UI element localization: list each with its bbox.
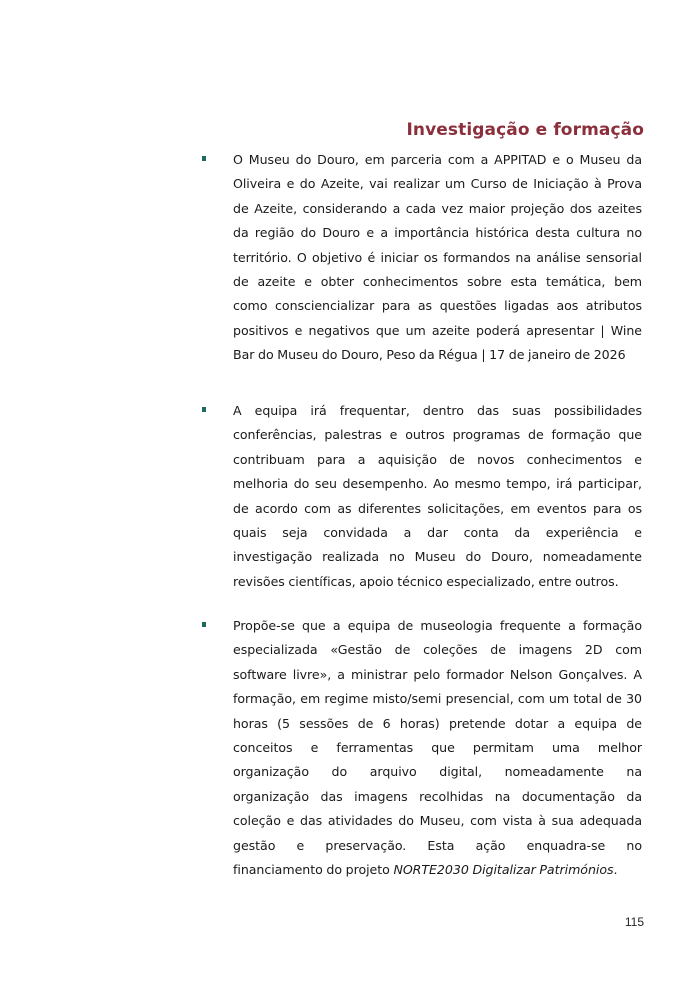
- text-line: [233, 858, 642, 882]
- text-line: território. O objetivo é iniciar os formandos na análise sensorial: [233, 249, 642, 265]
- paragraph: [233, 399, 642, 594]
- text-line: especializada «Gestão de coleções de imagens 2D com: [233, 642, 642, 658]
- page-number: 115: [624, 915, 644, 929]
- section-title: Investigação e formação: [406, 120, 644, 141]
- square-bullet-icon: [202, 407, 206, 412]
- text-line: A equipa irá frequentar, dentro das suas possibilidades: [233, 403, 642, 418]
- text-line: O Museu do Douro, em parceria com a APPITAD e o Museu da: [233, 152, 642, 167]
- bullet-item: [233, 148, 642, 368]
- text-line: de Azeite, considerando a cada vez maior projeção dos azeites: [233, 200, 642, 216]
- text-line: revisões científicas, apoio técnico especializado, entre outros.: [233, 573, 619, 589]
- paragraph: [233, 614, 642, 882]
- text-fragment: financiamento do projeto: [233, 861, 394, 877]
- text-line: positivos e negativos que um azeite poderá apresentar | Wine: [233, 322, 642, 338]
- bullet-item: [233, 399, 642, 594]
- square-bullet-icon: [202, 156, 206, 161]
- bullet-item: [233, 614, 642, 882]
- text-fragment: .: [613, 861, 618, 877]
- text-line: como consciencializar para as questões ligadas aos atributos: [233, 298, 642, 314]
- text-line: da região do Douro e a importância histórica desta cultura no: [233, 225, 642, 241]
- text-line: software livre», a ministrar pelo formador Nelson Gonçalves. A: [233, 666, 642, 682]
- text-line: melhoria do seu desempenho. Ao mesmo tempo, irá participar,: [233, 476, 642, 492]
- text-line: formação, em regime misto/semi presencial, com um total de 30: [233, 691, 642, 707]
- text-line: Oliveira e do Azeite, vai realizar um Curso de Iniciação à Prova: [233, 176, 642, 192]
- square-bullet-icon: [202, 622, 206, 627]
- text-line: organização do arquivo digital, nomeadamente na: [233, 764, 642, 780]
- text-line: coleção e das atividades do Museu, com vista à sua adequada: [233, 813, 642, 829]
- project-name: NORTE2030 Digitalizar Patrimónios: [393, 861, 614, 877]
- text-line: Bar do Museu do Douro, Peso da Régua | 17 de janeiro de 2026: [233, 347, 626, 363]
- text-line: conceitos e ferramentas que permitam uma melhor: [233, 739, 642, 755]
- paragraph: [233, 148, 642, 368]
- text-line: conferências, palestras e outros programas de formação que: [233, 427, 642, 443]
- text-line: Propõe-se que a equipa de museologia frequente a formação: [233, 618, 642, 633]
- text-line: horas (5 sessões de 6 horas) pretende dotar a equipa de: [233, 715, 642, 731]
- text-line: contribuam para a aquisição de novos conhecimentos e: [233, 451, 642, 467]
- text-line: organização das imagens recolhidas na documentação da: [233, 788, 642, 804]
- text-line: gestão e preservação. Esta ação enquadra-se no: [233, 837, 642, 853]
- text-line: quais seja convidada a dar conta da experiência e: [233, 524, 642, 540]
- text-line: investigação realizada no Museu do Douro, nomeadamente: [233, 549, 642, 565]
- text-line: de azeite e obter conhecimentos sobre esta temática, bem: [233, 273, 642, 289]
- text-line: de acordo com as diferentes solicitações, em eventos para os: [233, 500, 642, 516]
